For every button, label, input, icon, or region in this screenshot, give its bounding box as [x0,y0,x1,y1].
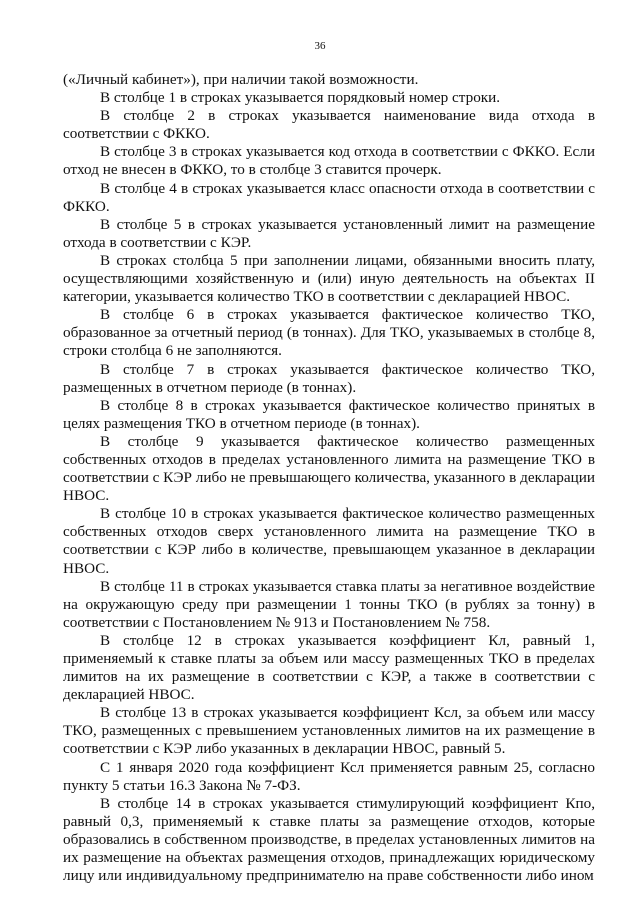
paragraph-column-5-category-ii: В строках столбца 5 при заполнении лицами, обязанными вносить плату, осуществляющими хозяйственную и (или) иную деятельность на объектах II категории, указывается количество ТКО в соответствии с декларацией НВОС. [63,251,595,306]
paragraph-column-3: В столбце 3 в строках указывается код отхода в соответствии с ФККО. Если отход не внесен в ФККО, то в столбце 3 ставится прочерк. [63,143,595,179]
paragraph-column-6: В столбце 6 в строках указывается фактическое количество ТКО, образованное за отчетный период (в тоннах). Для ТКО, указываемых в столбце 8, строки столбца 6 не заполняются. [63,306,595,360]
paragraph-column-1: В столбце 1 в строках указывается порядковый номер строки. [100,89,501,107]
paragraph-column-7: В столбце 7 в строках указывается фактическое количество ТКО, размещенных в отчетном периоде (в тоннах). [63,360,595,396]
paragraph-column-13: В столбце 13 в строках указывается коэффициент Ксл, за объем или массу ТКО, размещенных с превышением установленных лимитов на их размещение в соответствии с КЭР либо указанных в декларации НВОС, равный 5. [63,704,595,758]
paragraph-column-12: В столбце 12 в строках указывается коэффициент Кл, равный 1, применяемый к ставке платы за объем или массу размещенных ТКО в пределах лимитов на их размещение в соответствии с КЭР, а также в соответствии с декларацией НВОС. [63,631,595,704]
paragraph-column-4: В столбце 4 в строках указывается класс опасности отхода в соответствии с ФККО. [63,179,595,215]
paragraph-column-2: В столбце 2 в строках указывается наименование вида отхода в соответствии с ФККО. [63,107,595,143]
paragraph-column-14: В столбце 14 в строках указывается стимулирующий коэффициент Кпо, равный 0,3, применяемый к ставке платы за размещение отходов, которые образовались в собственном производстве, в пределах установленных лимитов на их размещение на объектах размещения отходов, принадлежащих юридическому лицу или индивидуальному предпринимателю на праве собственности либо ином [63,794,595,885]
paragraph-coefficient-2020: С 1 января 2020 года коэффициент Ксл применяется равным 25, согласно пункту 5 статьи 16.3 Закона № 7-ФЗ. [63,758,595,794]
paragraph-column-10: В столбце 10 в строках указывается фактическое количество размещенных собственных отходов сверх установленного лимита на размещение ТКО в соответствии с КЭР либо в количестве, превышающем указанное в декларации НВОС. [63,505,595,577]
paragraph-column-8: В столбце 8 в строках указывается фактическое количество принятых в целях размещения ТКО в отчетном периоде (в тоннах). [63,396,595,432]
paragraph-continuation: («Личный кабинет»), при наличии такой возможности. [63,71,419,88]
document-body [63,71,595,885]
paragraph-column-11: В столбце 11 в строках указывается ставка платы за негативное воздействие на окружающую среду при размещении 1 тонны ТКО (в рублях за тонну) в соответствии с Постановлением № 913 и Постановлением № 758. [63,577,595,631]
page-number: 36 [314,40,326,52]
paragraph-column-9: В столбце 9 указывается фактическое количество размещенных собственных отходов в пределах установленного лимита на размещение ТКО в соответствии с КЭР либо не превышающего количества, указанного в декларации НВОС. [63,432,595,505]
paragraph-column-5: В столбце 5 в строках указывается установленный лимит на размещение отхода в соответствии с КЭР. [63,215,595,251]
